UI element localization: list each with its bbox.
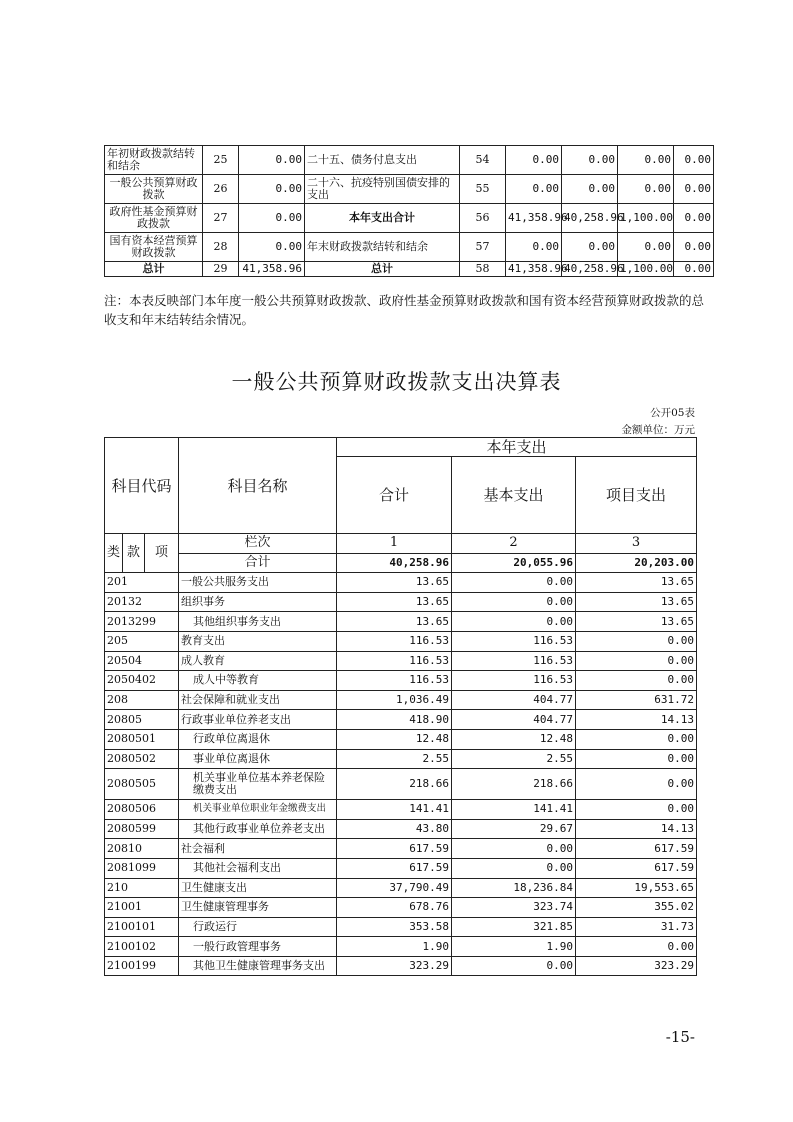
amount-basic: 18,236.84: [452, 878, 576, 898]
income-value: 0.00: [239, 146, 305, 175]
amount-basic: 12.48: [452, 729, 576, 749]
amount-total: 353.58: [337, 917, 452, 937]
amount-project: 617.59: [576, 839, 697, 859]
amount-total: 13.65: [337, 612, 452, 632]
top-table-row: [105, 204, 714, 233]
amount-project: 631.72: [576, 690, 697, 710]
expense-line-no: 56: [460, 204, 506, 233]
subject-code: 2100101: [105, 917, 179, 937]
total-expense-fund: 1,100.00: [618, 262, 674, 277]
header-total: 合计: [337, 457, 452, 534]
subject-code: 208: [105, 690, 179, 710]
expense-line-no: 57: [460, 233, 506, 262]
subject-name: 机关事业单位基本养老保险缴费支出: [179, 769, 337, 800]
subject-name: 其他卫生健康管理事务支出: [179, 956, 337, 976]
expense-fund-budget: 0.00: [618, 175, 674, 204]
table-row: [105, 800, 697, 820]
subject-name: 其他组织事务支出: [179, 612, 337, 632]
subject-code: 2080506: [105, 800, 179, 820]
amount-total: 37,790.49: [337, 878, 452, 898]
expense-total: 0.00: [506, 233, 562, 262]
total-line-no-2: 58: [460, 262, 506, 277]
header-lei: 类: [105, 534, 123, 573]
expense-general-budget: 0.00: [562, 175, 618, 204]
header-kuan: 款: [123, 534, 145, 573]
subject-code: 2100102: [105, 937, 179, 957]
amount-total: 218.66: [337, 769, 452, 800]
amount-project: 31.73: [576, 917, 697, 937]
amount-basic: 404.77: [452, 690, 576, 710]
table-note: 注：本表反映部门本年度一般公共预算财政拨款、政府性基金预算财政拨款和国有资本经营预算财政拨款的总收支和年末结转结余情况。: [104, 293, 705, 327]
amount-basic: 404.77: [452, 710, 576, 730]
table-row: [105, 956, 697, 976]
income-line-no: 26: [203, 175, 239, 204]
amount-project: 0.00: [576, 769, 697, 800]
amount-basic: 0.00: [452, 573, 576, 593]
amount-total: 116.53: [337, 631, 452, 651]
amount-project: 0.00: [576, 800, 697, 820]
amount-project: 14.13: [576, 710, 697, 730]
subject-name: 社会保障和就业支出: [179, 690, 337, 710]
table-row: [105, 749, 697, 769]
table-row: [105, 690, 697, 710]
amount-total: 13.65: [337, 573, 452, 593]
table-row: [105, 671, 697, 691]
expense-line-no: 55: [460, 175, 506, 204]
amount-project: 0.00: [576, 631, 697, 651]
table-row: [105, 878, 697, 898]
sum-row-basic: 20,055.96: [452, 553, 576, 573]
amount-basic: 0.00: [452, 858, 576, 878]
table-row: [105, 612, 697, 632]
subject-name: 其他行政事业单位养老支出: [179, 819, 337, 839]
amount-project: 14.13: [576, 819, 697, 839]
amount-total: 12.48: [337, 729, 452, 749]
subject-name: 组织事务: [179, 592, 337, 612]
expense-total: 41,358.96: [506, 204, 562, 233]
subject-name: 其他社会福利支出: [179, 858, 337, 878]
amount-basic: 321.85: [452, 917, 576, 937]
table-row: [105, 573, 697, 593]
expense-item: 本年支出合计: [305, 204, 460, 233]
subject-name: 成人中等教育: [179, 671, 337, 691]
subject-code: 2080502: [105, 749, 179, 769]
income-item: 年初财政拨款结转和结余: [105, 146, 203, 175]
amount-basic: 116.53: [452, 631, 576, 651]
expense-item: 年末财政拨款结转和结余: [305, 233, 460, 262]
page-number: -15-: [665, 1028, 695, 1046]
column-number-2: 2: [452, 534, 576, 554]
amount-project: 355.02: [576, 898, 697, 918]
sum-row-label: 合计: [179, 553, 337, 573]
table-row: [105, 592, 697, 612]
amount-project: 13.65: [576, 612, 697, 632]
amount-total: 116.53: [337, 651, 452, 671]
amount-project: 13.65: [576, 573, 697, 593]
table-row: [105, 710, 697, 730]
header-year-expense: 本年支出: [337, 438, 697, 457]
table-row: [105, 917, 697, 937]
subject-code: 2013299: [105, 612, 179, 632]
income-value: 0.00: [239, 204, 305, 233]
amount-total: 418.90: [337, 710, 452, 730]
amount-project: 323.29: [576, 956, 697, 976]
header-subject-name: 科目名称: [179, 438, 337, 534]
subject-name: 社会福利: [179, 839, 337, 859]
amount-project: 13.65: [576, 592, 697, 612]
table-row: [105, 769, 697, 800]
amount-basic: 116.53: [452, 671, 576, 691]
subject-name: 卫生健康管理事务: [179, 898, 337, 918]
subject-code: 210: [105, 878, 179, 898]
amount-basic: 0.00: [452, 839, 576, 859]
expense-general-budget: 40,258.96: [562, 204, 618, 233]
subject-code: 2080599: [105, 819, 179, 839]
column-number-1: 1: [337, 534, 452, 554]
subject-name: 行政事业单位养老支出: [179, 710, 337, 730]
expense-general-budget: 0.00: [562, 146, 618, 175]
total-label-2: 总计: [305, 262, 460, 277]
amount-total: 13.65: [337, 592, 452, 612]
top-table-row: [105, 175, 714, 204]
subject-code: 20132: [105, 592, 179, 612]
top-table-total-row: [105, 262, 714, 277]
income-value: 0.00: [239, 175, 305, 204]
header-basic: 基本支出: [452, 457, 576, 534]
form-number: 公开05表: [650, 407, 695, 419]
subject-name: 行政单位离退休: [179, 729, 337, 749]
subject-code: 20805: [105, 710, 179, 730]
subject-code: 205: [105, 631, 179, 651]
subject-code: 20810: [105, 839, 179, 859]
subject-code: 2050402: [105, 671, 179, 691]
income-item: 一般公共预算财政拨款: [105, 175, 203, 204]
table-row: [105, 631, 697, 651]
total-expense-total: 41,358.96: [506, 262, 562, 277]
subject-name: 卫生健康支出: [179, 878, 337, 898]
amount-total: 43.80: [337, 819, 452, 839]
amount-total: 678.76: [337, 898, 452, 918]
amount-unit: 金额单位：万元: [621, 424, 695, 436]
subject-code: 2080505: [105, 769, 179, 800]
header-project: 项目支出: [576, 457, 697, 534]
expense-fund-budget: 1,100.00: [618, 204, 674, 233]
income-value: 0.00: [239, 233, 305, 262]
amount-basic: 116.53: [452, 651, 576, 671]
amount-project: 19,553.65: [576, 878, 697, 898]
subject-name: 一般公共服务支出: [179, 573, 337, 593]
income-line-no: 28: [203, 233, 239, 262]
table-row: [105, 819, 697, 839]
expense-item: 二十六、抗疫特别国债安排的支出: [305, 175, 460, 204]
expense-fund-budget: 0.00: [618, 233, 674, 262]
amount-total: 617.59: [337, 858, 452, 878]
amount-total: 1.90: [337, 937, 452, 957]
amount-project: 0.00: [576, 937, 697, 957]
amount-basic: 141.41: [452, 800, 576, 820]
amount-basic: 2.55: [452, 749, 576, 769]
income-expense-table-continuation: [104, 145, 714, 277]
amount-project: 0.00: [576, 729, 697, 749]
amount-project: 0.00: [576, 671, 697, 691]
header-lanci: 栏次: [179, 534, 337, 554]
expense-state-capital: 0.00: [674, 233, 714, 262]
table-row: [105, 937, 697, 957]
amount-total: 116.53: [337, 671, 452, 691]
expense-line-no: 54: [460, 146, 506, 175]
table-row: [105, 898, 697, 918]
column-number-3: 3: [576, 534, 697, 554]
amount-basic: 323.74: [452, 898, 576, 918]
amount-project: 0.00: [576, 651, 697, 671]
amount-total: 323.29: [337, 956, 452, 976]
subject-name: 成人教育: [179, 651, 337, 671]
table-row: [105, 858, 697, 878]
expense-total: 0.00: [506, 175, 562, 204]
amount-basic: 1.90: [452, 937, 576, 957]
expenditure-table: [104, 437, 697, 976]
header-subject-code: 科目代码: [105, 438, 179, 534]
header-xiang: 项: [145, 534, 179, 573]
sum-row-project: 20,203.00: [576, 553, 697, 573]
page-title: 一般公共预算财政拨款支出决算表: [231, 370, 562, 394]
total-income-value: 41,358.96: [239, 262, 305, 277]
subject-code: 2080501: [105, 729, 179, 749]
amount-total: 2.55: [337, 749, 452, 769]
expense-state-capital: 0.00: [674, 175, 714, 204]
income-line-no: 25: [203, 146, 239, 175]
subject-name: 教育支出: [179, 631, 337, 651]
expense-state-capital: 0.00: [674, 204, 714, 233]
total-expense-capital: 0.00: [674, 262, 714, 277]
amount-basic: 0.00: [452, 956, 576, 976]
subject-code: 21001: [105, 898, 179, 918]
expense-item: 二十五、债务付息支出: [305, 146, 460, 175]
amount-project: 617.59: [576, 858, 697, 878]
total-label: 总计: [105, 262, 203, 277]
amount-basic: 218.66: [452, 769, 576, 800]
amount-basic: 0.00: [452, 592, 576, 612]
subject-name: 行政运行: [179, 917, 337, 937]
expense-state-capital: 0.00: [674, 146, 714, 175]
expense-fund-budget: 0.00: [618, 146, 674, 175]
subject-name: 机关事业单位职业年金缴费支出: [179, 800, 337, 820]
subject-code: 201: [105, 573, 179, 593]
subject-code: 2081099: [105, 858, 179, 878]
sum-row-total: 40,258.96: [337, 553, 452, 573]
expense-general-budget: 0.00: [562, 233, 618, 262]
amount-total: 141.41: [337, 800, 452, 820]
amount-basic: 0.00: [452, 612, 576, 632]
subject-code: 20504: [105, 651, 179, 671]
top-table-row: [105, 233, 714, 262]
subject-name: 事业单位离退休: [179, 749, 337, 769]
amount-total: 617.59: [337, 839, 452, 859]
amount-basic: 29.67: [452, 819, 576, 839]
total-line-no: 29: [203, 262, 239, 277]
top-table-row: [105, 146, 714, 175]
income-item: 政府性基金预算财政拨款: [105, 204, 203, 233]
amount-total: 1,036.49: [337, 690, 452, 710]
table-row: [105, 651, 697, 671]
total-expense-general: 40,258.96: [562, 262, 618, 277]
table-row: [105, 729, 697, 749]
subject-code: 2100199: [105, 956, 179, 976]
expense-total: 0.00: [506, 146, 562, 175]
amount-project: 0.00: [576, 749, 697, 769]
income-item: 国有资本经营预算财政拨款: [105, 233, 203, 262]
table-row: [105, 839, 697, 859]
subject-name: 一般行政管理事务: [179, 937, 337, 957]
income-line-no: 27: [203, 204, 239, 233]
